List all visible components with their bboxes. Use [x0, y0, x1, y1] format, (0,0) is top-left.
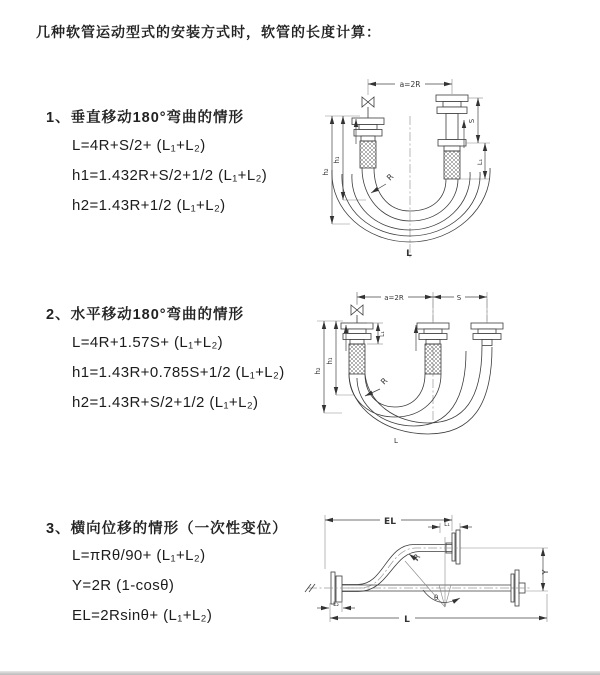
dimension-l1	[460, 143, 490, 179]
left-flange	[352, 118, 384, 168]
dimension-y	[462, 548, 550, 591]
dimension-a2r	[357, 291, 487, 321]
dim-l-label: L	[394, 437, 398, 445]
dimension-s	[433, 291, 487, 302]
middle-flange	[417, 323, 449, 374]
page-bottom-edge	[0, 671, 600, 675]
dim-l2-label: L₂	[333, 601, 339, 608]
section-2-heading: 2、水平移动180°弯曲的情形	[46, 307, 245, 323]
section-2-formula-h1: h1=1.43R+0.785S+1/2 (L₁+L₂)	[72, 364, 285, 381]
right-flange-lower	[438, 140, 466, 180]
section-3-formula-l: L=πRθ/90+ (L₁+L₂)	[72, 547, 206, 564]
radius-leader	[365, 376, 390, 396]
dimension-s	[466, 98, 490, 143]
section-3-formula-el: EL=2Rsinθ+ (L₁+L₂)	[72, 607, 213, 624]
dim-l1-label: L₁	[476, 158, 484, 166]
braided-hose-section	[425, 344, 441, 374]
page-title: 几种软管运动型式的安装方式时，软管的长度计算：	[36, 24, 381, 40]
dimension-h2	[314, 321, 343, 413]
valve-icon	[362, 97, 374, 118]
section-3-formula-y: Y=2R (1-cosθ)	[72, 577, 175, 594]
radius-label: R	[385, 172, 396, 183]
section-3-heading: 3、横向位移的情形（一次性变位）	[46, 521, 288, 537]
dim-h2-label: h₂	[322, 168, 330, 176]
upper-right-flange	[446, 530, 460, 564]
radius-label: R	[379, 376, 390, 387]
braided-hose-section	[444, 151, 460, 179]
dim-s-label: S	[468, 118, 476, 124]
radius-label: R	[411, 552, 423, 563]
dim-s-label: S	[456, 294, 462, 302]
valve-icon	[351, 292, 363, 323]
s-curve-hose	[342, 545, 452, 592]
diagram-horizontal-180-bend	[312, 283, 590, 453]
dim-h2-label: h₂	[314, 367, 322, 375]
dim-a2r-label: a=2R	[399, 80, 421, 89]
dim-l-label: L	[406, 249, 412, 259]
right-flange	[471, 323, 503, 346]
right-flange-upper	[436, 95, 468, 140]
dimension-l2	[317, 601, 355, 612]
section-2-formula-h2: h2=1.43R+S/2+1/2 (L₁+L₂)	[72, 394, 259, 411]
dim-h1-label: h₁	[333, 156, 341, 164]
section-1-formula-h2: h2=1.43R+1/2 (L₁+L₂)	[72, 197, 226, 214]
section-1-heading: 1、垂直移动180°弯曲的情形	[46, 110, 245, 126]
dimension-l	[330, 594, 547, 625]
braided-hose-section	[360, 141, 376, 168]
dimension-l1	[428, 521, 472, 533]
angle-theta-label: θ	[434, 594, 439, 602]
section-1-formula-h1: h1=1.432R+S/2+1/2 (L₁+L₂)	[72, 167, 268, 184]
dim-l1-label: L₁	[379, 331, 386, 337]
section-2-formula-l: L=4R+1.57S+ (L₁+L₂)	[72, 334, 224, 351]
dim-l1-label: L₁	[444, 521, 450, 528]
section-1-formula-l: L=4R+S/2+ (L₁+L₂)	[72, 137, 206, 154]
dim-y-label: Y	[541, 569, 550, 575]
diagram-vertical-180-bend	[312, 70, 590, 265]
braided-hose-section	[349, 344, 365, 374]
dim-el-label: EL	[384, 517, 396, 527]
dimension-a2r	[368, 78, 452, 95]
dim-h1-label: h₁	[326, 357, 334, 365]
dim-a2r-label: a=2R	[384, 294, 404, 302]
hose-curves	[349, 346, 492, 434]
diagram-lateral-displacement	[300, 503, 595, 643]
dim-l-label: L	[404, 615, 410, 625]
